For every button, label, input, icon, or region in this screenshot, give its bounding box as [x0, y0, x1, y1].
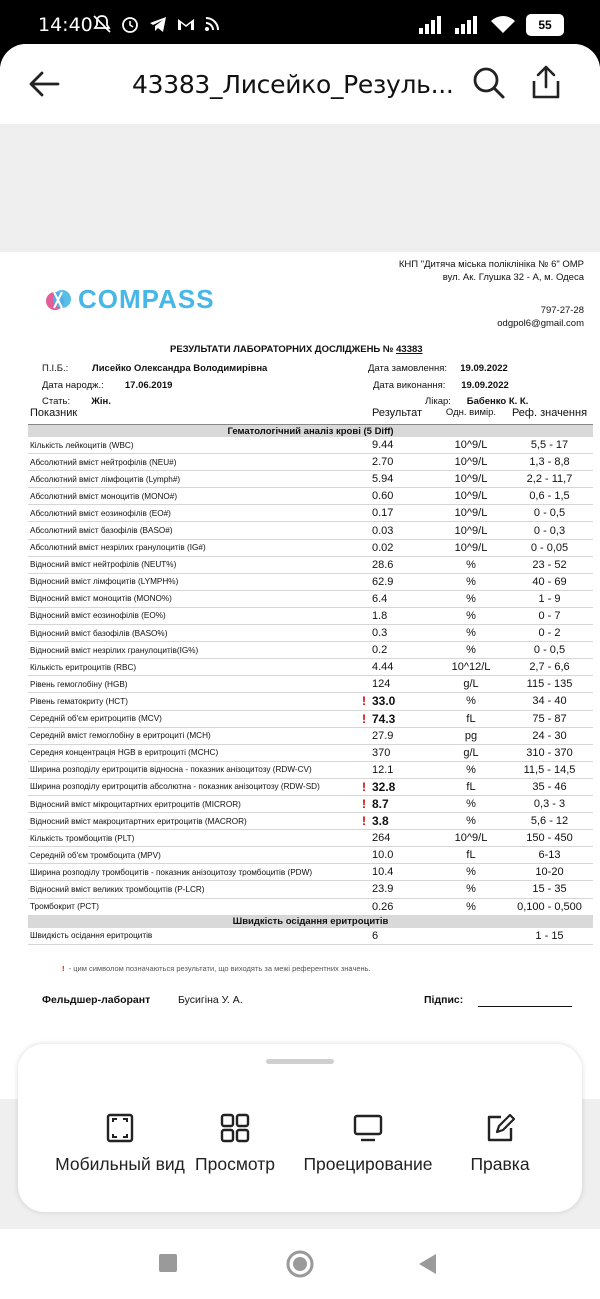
- bottom-action-sheet: [18, 1044, 582, 1212]
- row-result: 5.94: [372, 471, 436, 488]
- row-name: Кількість еритроцитів (RBC): [28, 659, 356, 676]
- row-result: 28.6: [372, 556, 436, 573]
- row-result: 6.4: [372, 590, 436, 607]
- page-gap-top: [0, 124, 600, 252]
- col-name-header: Показник: [28, 402, 356, 425]
- table-row: [28, 778, 593, 795]
- monitor-icon: [352, 1112, 384, 1144]
- row-flag: !: [362, 797, 366, 812]
- row-ref: 2,2 - 11,7: [506, 471, 593, 488]
- row-result: 6: [372, 928, 436, 945]
- row-name: Відносний вміст великих тромбоцитів (P-LCR): [28, 881, 356, 898]
- projection-label: Проецирование: [303, 1154, 433, 1174]
- sex-row: Стать: Жін.: [42, 396, 111, 407]
- document-page: [0, 252, 600, 1112]
- row-unit: 10^9/L: [436, 488, 506, 505]
- row-flag: !: [362, 814, 366, 829]
- row-result: 62.9: [372, 573, 436, 590]
- row-name: Відносний вміст базофілів (BASO%): [28, 625, 356, 642]
- row-result: 8.7: [372, 795, 436, 812]
- table-row: [28, 522, 593, 539]
- signer-role: Фельдшер-лаборант: [42, 994, 151, 1006]
- table-row: [28, 642, 593, 659]
- row-name: Відносний вміст незрілих гранулоцитів(IG%): [28, 642, 356, 659]
- recents-icon[interactable]: [158, 1253, 178, 1273]
- row-name: Абсолютний вміст еозинофілів (EO#): [28, 505, 356, 522]
- row-name: Ширина розподілу еритроцитів відносна - показник анізоцитозу (RDW-CV): [28, 761, 356, 778]
- preview-label: Просмотр: [195, 1154, 275, 1174]
- row-result: 27.9: [372, 727, 436, 744]
- row-name: Відносний вміст моноцитів (MONO%): [28, 590, 356, 607]
- wifi-icon: [490, 15, 516, 35]
- row-name: Відносний вміст макроцитартних еритроцитів (MACROR): [28, 813, 356, 830]
- row-name: Кількість тромбоцитів (PLT): [28, 830, 356, 847]
- status-bar: [0, 0, 600, 44]
- row-result: 124: [372, 676, 436, 693]
- row-unit: %: [436, 693, 506, 710]
- row-ref: 0 - 0,5: [506, 505, 593, 522]
- table-row: [28, 607, 593, 624]
- table-row: [28, 847, 593, 864]
- table-row: [28, 625, 593, 642]
- row-unit: %: [436, 864, 506, 881]
- row-name: Ширина розподілу еритроцитів абсолютна - показник анізоцитозу (RDW-SD): [28, 778, 356, 795]
- pib-row: П.І.Б.: Лисейко Олександра Володимирівна: [42, 363, 268, 374]
- edit-icon: [485, 1112, 515, 1144]
- row-ref: 5,6 - 12: [506, 813, 593, 830]
- row-result: 1.8: [372, 607, 436, 624]
- report-number: 43383: [396, 344, 423, 355]
- search-icon[interactable]: [472, 66, 506, 100]
- rss-icon: [204, 16, 220, 32]
- done-date-row: Дата виконання: 19.09.2022: [373, 380, 509, 391]
- row-ref: 1,3 - 8,8: [506, 454, 593, 471]
- row-ref: 0,6 - 1,5: [506, 488, 593, 505]
- row-unit: fL: [436, 778, 506, 795]
- row-unit: 10^12/L: [436, 659, 506, 676]
- row-result: 33.0: [372, 693, 436, 710]
- col-ref-header: Реф. значення: [506, 402, 593, 425]
- row-unit: %: [436, 573, 506, 590]
- row-unit: %: [436, 881, 506, 898]
- row-name: Середній об'єм еритроцитів (MCV): [28, 710, 356, 727]
- row-result: 0.60: [372, 488, 436, 505]
- row-name: Середній вміст гемоглобіну в еритроциті (MCH): [28, 727, 356, 744]
- gmail-icon: [176, 14, 196, 34]
- table-row: [28, 727, 593, 744]
- grid-view-icon: [220, 1112, 250, 1144]
- row-flag: !: [362, 694, 366, 709]
- org-street: вул. Ак. Глушка 32 - А, м. Одеса: [442, 272, 584, 283]
- table-row: [28, 830, 593, 847]
- table-row: [28, 744, 593, 761]
- row-ref: 34 - 40: [506, 693, 593, 710]
- row-name: Тромбокрит (PCT): [28, 898, 356, 915]
- row-result: 264: [372, 830, 436, 847]
- row-ref: 0 - 0,05: [506, 539, 593, 556]
- row-ref: 0 - 2: [506, 625, 593, 642]
- edit-button[interactable]: [430, 1112, 570, 1176]
- row-result: 10.0: [372, 847, 436, 864]
- row-name: Відносний вміст еозинофілів (EO%): [28, 607, 356, 624]
- row-ref: 5,5 - 17: [506, 437, 593, 454]
- row-ref: 0,3 - 3: [506, 795, 593, 812]
- back-nav-icon[interactable]: [418, 1253, 438, 1275]
- row-ref: 0,100 - 0,500: [506, 898, 593, 915]
- row-name: Рівень гемоглобіну (HGB): [28, 676, 356, 693]
- org-phone: 797-27-28: [540, 305, 584, 316]
- row-name: Рівень гематокриту (HCT): [28, 693, 356, 710]
- row-result: 3.8: [372, 813, 436, 830]
- compass-logo: [44, 284, 215, 315]
- table-row: [28, 795, 593, 812]
- row-result: 0.26: [372, 898, 436, 915]
- table-row: [28, 590, 593, 607]
- status-time: 14:40: [38, 14, 93, 36]
- doctor-row: Лікар: Бабенко К. К.: [425, 396, 529, 407]
- row-unit: %: [436, 898, 506, 915]
- row-ref: 115 - 135: [506, 676, 593, 693]
- section-row: [28, 915, 593, 928]
- row-name: Середня концентрація HGB в еритроциті (MCHC): [28, 744, 356, 761]
- row-name: Абсолютний вміст лімфоцитів (Lymph#): [28, 471, 356, 488]
- row-result: 0.2: [372, 642, 436, 659]
- table-row: [28, 898, 593, 915]
- row-unit: 10^9/L: [436, 437, 506, 454]
- note-mark: !: [62, 964, 65, 973]
- table-row: [28, 813, 593, 830]
- row-ref: 0 - 0,3: [506, 522, 593, 539]
- row-ref: 1 - 9: [506, 590, 593, 607]
- section-title: Гематологічний аналіз крові (5 Diff): [28, 425, 593, 438]
- row-ref: 11,5 - 14,5: [506, 761, 593, 778]
- row-flag: !: [362, 711, 366, 726]
- org-address: [399, 258, 584, 284]
- row-unit: %: [436, 556, 506, 573]
- signature-label: Підпис:: [424, 994, 464, 1006]
- row-result: 23.9: [372, 881, 436, 898]
- mute-icon: [92, 14, 112, 34]
- org-contacts: [497, 304, 584, 330]
- order-date-row: Дата замовлення: 19.09.2022: [368, 363, 508, 374]
- telegram-icon: [148, 14, 168, 34]
- row-name: Кількість лейкоцитів (WBC): [28, 437, 356, 454]
- row-name: Абсолютний вміст незрілих гранулоцитів (IG#): [28, 539, 356, 556]
- system-nav-bar: [0, 1229, 600, 1299]
- row-unit: fL: [436, 847, 506, 864]
- note-text: - цим символом позначаються результати, що виходять за межі референтних значень.: [68, 964, 371, 973]
- row-ref: 10-20: [506, 864, 593, 881]
- signal-icon-2: [454, 16, 480, 34]
- row-unit: 10^9/L: [436, 539, 506, 556]
- row-unit: g/L: [436, 744, 506, 761]
- table-row: [28, 437, 593, 454]
- org-email: odgpol6@gmail.com: [497, 318, 584, 329]
- row-ref: 40 - 69: [506, 573, 593, 590]
- row-result: 32.8: [372, 778, 436, 795]
- signer-name: Бусигіна У. А.: [178, 994, 243, 1006]
- signal-icon: [418, 16, 444, 34]
- row-name: Середній об'єм тромбоцита (MPV): [28, 847, 356, 864]
- row-result: 9.44: [372, 437, 436, 454]
- row-ref: 6-13: [506, 847, 593, 864]
- row-unit: %: [436, 795, 506, 812]
- report-heading: РЕЗУЛЬТАТИ ЛАБОРАТОРНИХ ДОСЛІДЖЕНЬ № 43383: [170, 344, 423, 355]
- row-result: 0.17: [372, 505, 436, 522]
- row-unit: %: [436, 642, 506, 659]
- home-icon[interactable]: [285, 1249, 315, 1279]
- row-ref: 310 - 370: [506, 744, 593, 761]
- row-result: 74.3: [372, 710, 436, 727]
- row-result: 0.03: [372, 522, 436, 539]
- table-row: [28, 761, 593, 778]
- row-ref: 0 - 0,5: [506, 642, 593, 659]
- row-name: Відносний вміст нейтрофілів (NEUT%): [28, 556, 356, 573]
- projection-button[interactable]: [298, 1112, 438, 1176]
- table-row: [28, 471, 593, 488]
- row-unit: 10^9/L: [436, 454, 506, 471]
- table-row: [28, 505, 593, 522]
- row-result: 0.02: [372, 539, 436, 556]
- row-name: Абсолютний вміст моноцитів (MONO#): [28, 488, 356, 505]
- row-unit: fL: [436, 710, 506, 727]
- row-name: Відносний вміст мікроцитартних еритроцитів (MICROR): [28, 795, 356, 812]
- table-row: [28, 710, 593, 727]
- table-row: [28, 676, 593, 693]
- row-unit: %: [436, 625, 506, 642]
- row-result: 2.70: [372, 454, 436, 471]
- table-row: [28, 659, 593, 676]
- col-unit-header: Одн. вимір.: [436, 402, 506, 425]
- row-ref: 23 - 52: [506, 556, 593, 573]
- table-row: [28, 693, 593, 710]
- section-title: Швидкість осідання еритроцитів: [28, 915, 593, 928]
- table-row: [28, 539, 593, 556]
- row-unit: 10^9/L: [436, 830, 506, 847]
- sheet-drag-handle[interactable]: [266, 1059, 334, 1064]
- mobile-view-label: Мобильный вид: [55, 1154, 185, 1174]
- preview-button[interactable]: [165, 1112, 305, 1176]
- table-row: [28, 556, 593, 573]
- edit-label: Правка: [470, 1154, 530, 1174]
- flag-note: [62, 964, 371, 973]
- row-name: Абсолютний вміст нейтрофілів (NEU#): [28, 454, 356, 471]
- signature-line: [478, 1006, 572, 1007]
- col-result-header: Результат: [372, 402, 436, 425]
- row-flag: !: [362, 779, 366, 794]
- row-unit: %: [436, 813, 506, 830]
- table-row: [28, 864, 593, 881]
- table-row: [28, 488, 593, 505]
- table-row: [28, 573, 593, 590]
- row-unit: [436, 928, 506, 945]
- row-ref: 15 - 35: [506, 881, 593, 898]
- org-name: КНП "Дитяча міська поліклініка № 6" ОМР: [398, 259, 584, 270]
- mobile-view-icon: [105, 1112, 135, 1144]
- top-bar: [0, 44, 600, 124]
- row-unit: %: [436, 607, 506, 624]
- row-unit: 10^9/L: [436, 505, 506, 522]
- battery-indicator: 55: [526, 14, 564, 36]
- row-name: Абсолютний вміст базофілів (BASO#): [28, 522, 356, 539]
- table-row: [28, 881, 593, 898]
- back-arrow-icon[interactable]: [26, 66, 62, 102]
- pdf-viewer: [0, 44, 600, 1299]
- row-unit: 10^9/L: [436, 522, 506, 539]
- results-table: [28, 402, 593, 945]
- row-name: Ширина розподілу тромбоцитів - показник анізоцитозу тромбоцитів (PDW): [28, 864, 356, 881]
- table-row: [28, 928, 593, 945]
- table-row: [28, 454, 593, 471]
- row-ref: 0 - 7: [506, 607, 593, 624]
- row-result: 4.44: [372, 659, 436, 676]
- row-unit: pg: [436, 727, 506, 744]
- row-ref: 75 - 87: [506, 710, 593, 727]
- row-ref: 2,7 - 6,6: [506, 659, 593, 676]
- share-icon[interactable]: [530, 64, 562, 100]
- document-title: 43383_Лисейко_Резуль...: [132, 70, 454, 99]
- row-result: 0.3: [372, 625, 436, 642]
- section-row: [28, 425, 593, 438]
- row-ref: 35 - 46: [506, 778, 593, 795]
- row-ref: 24 - 30: [506, 727, 593, 744]
- row-name: Швидкість осідання еритроцитів: [28, 928, 356, 945]
- dob-row: Дата народж.: 17.06.2019: [42, 380, 173, 391]
- row-unit: %: [436, 590, 506, 607]
- row-unit: %: [436, 761, 506, 778]
- logo-text: COMPASS: [78, 284, 215, 314]
- row-ref: 150 - 450: [506, 830, 593, 847]
- table-header: [28, 402, 593, 425]
- row-ref: 1 - 15: [506, 928, 593, 945]
- logo-mark-icon: [44, 288, 74, 312]
- alarm-icon: [120, 14, 140, 34]
- row-result: 370: [372, 744, 436, 761]
- row-unit: g/L: [436, 676, 506, 693]
- row-unit: 10^9/L: [436, 471, 506, 488]
- row-result: 12.1: [372, 761, 436, 778]
- row-result: 10.4: [372, 864, 436, 881]
- row-name: Відносний вміст лімфоцитів (LYMPH%): [28, 573, 356, 590]
